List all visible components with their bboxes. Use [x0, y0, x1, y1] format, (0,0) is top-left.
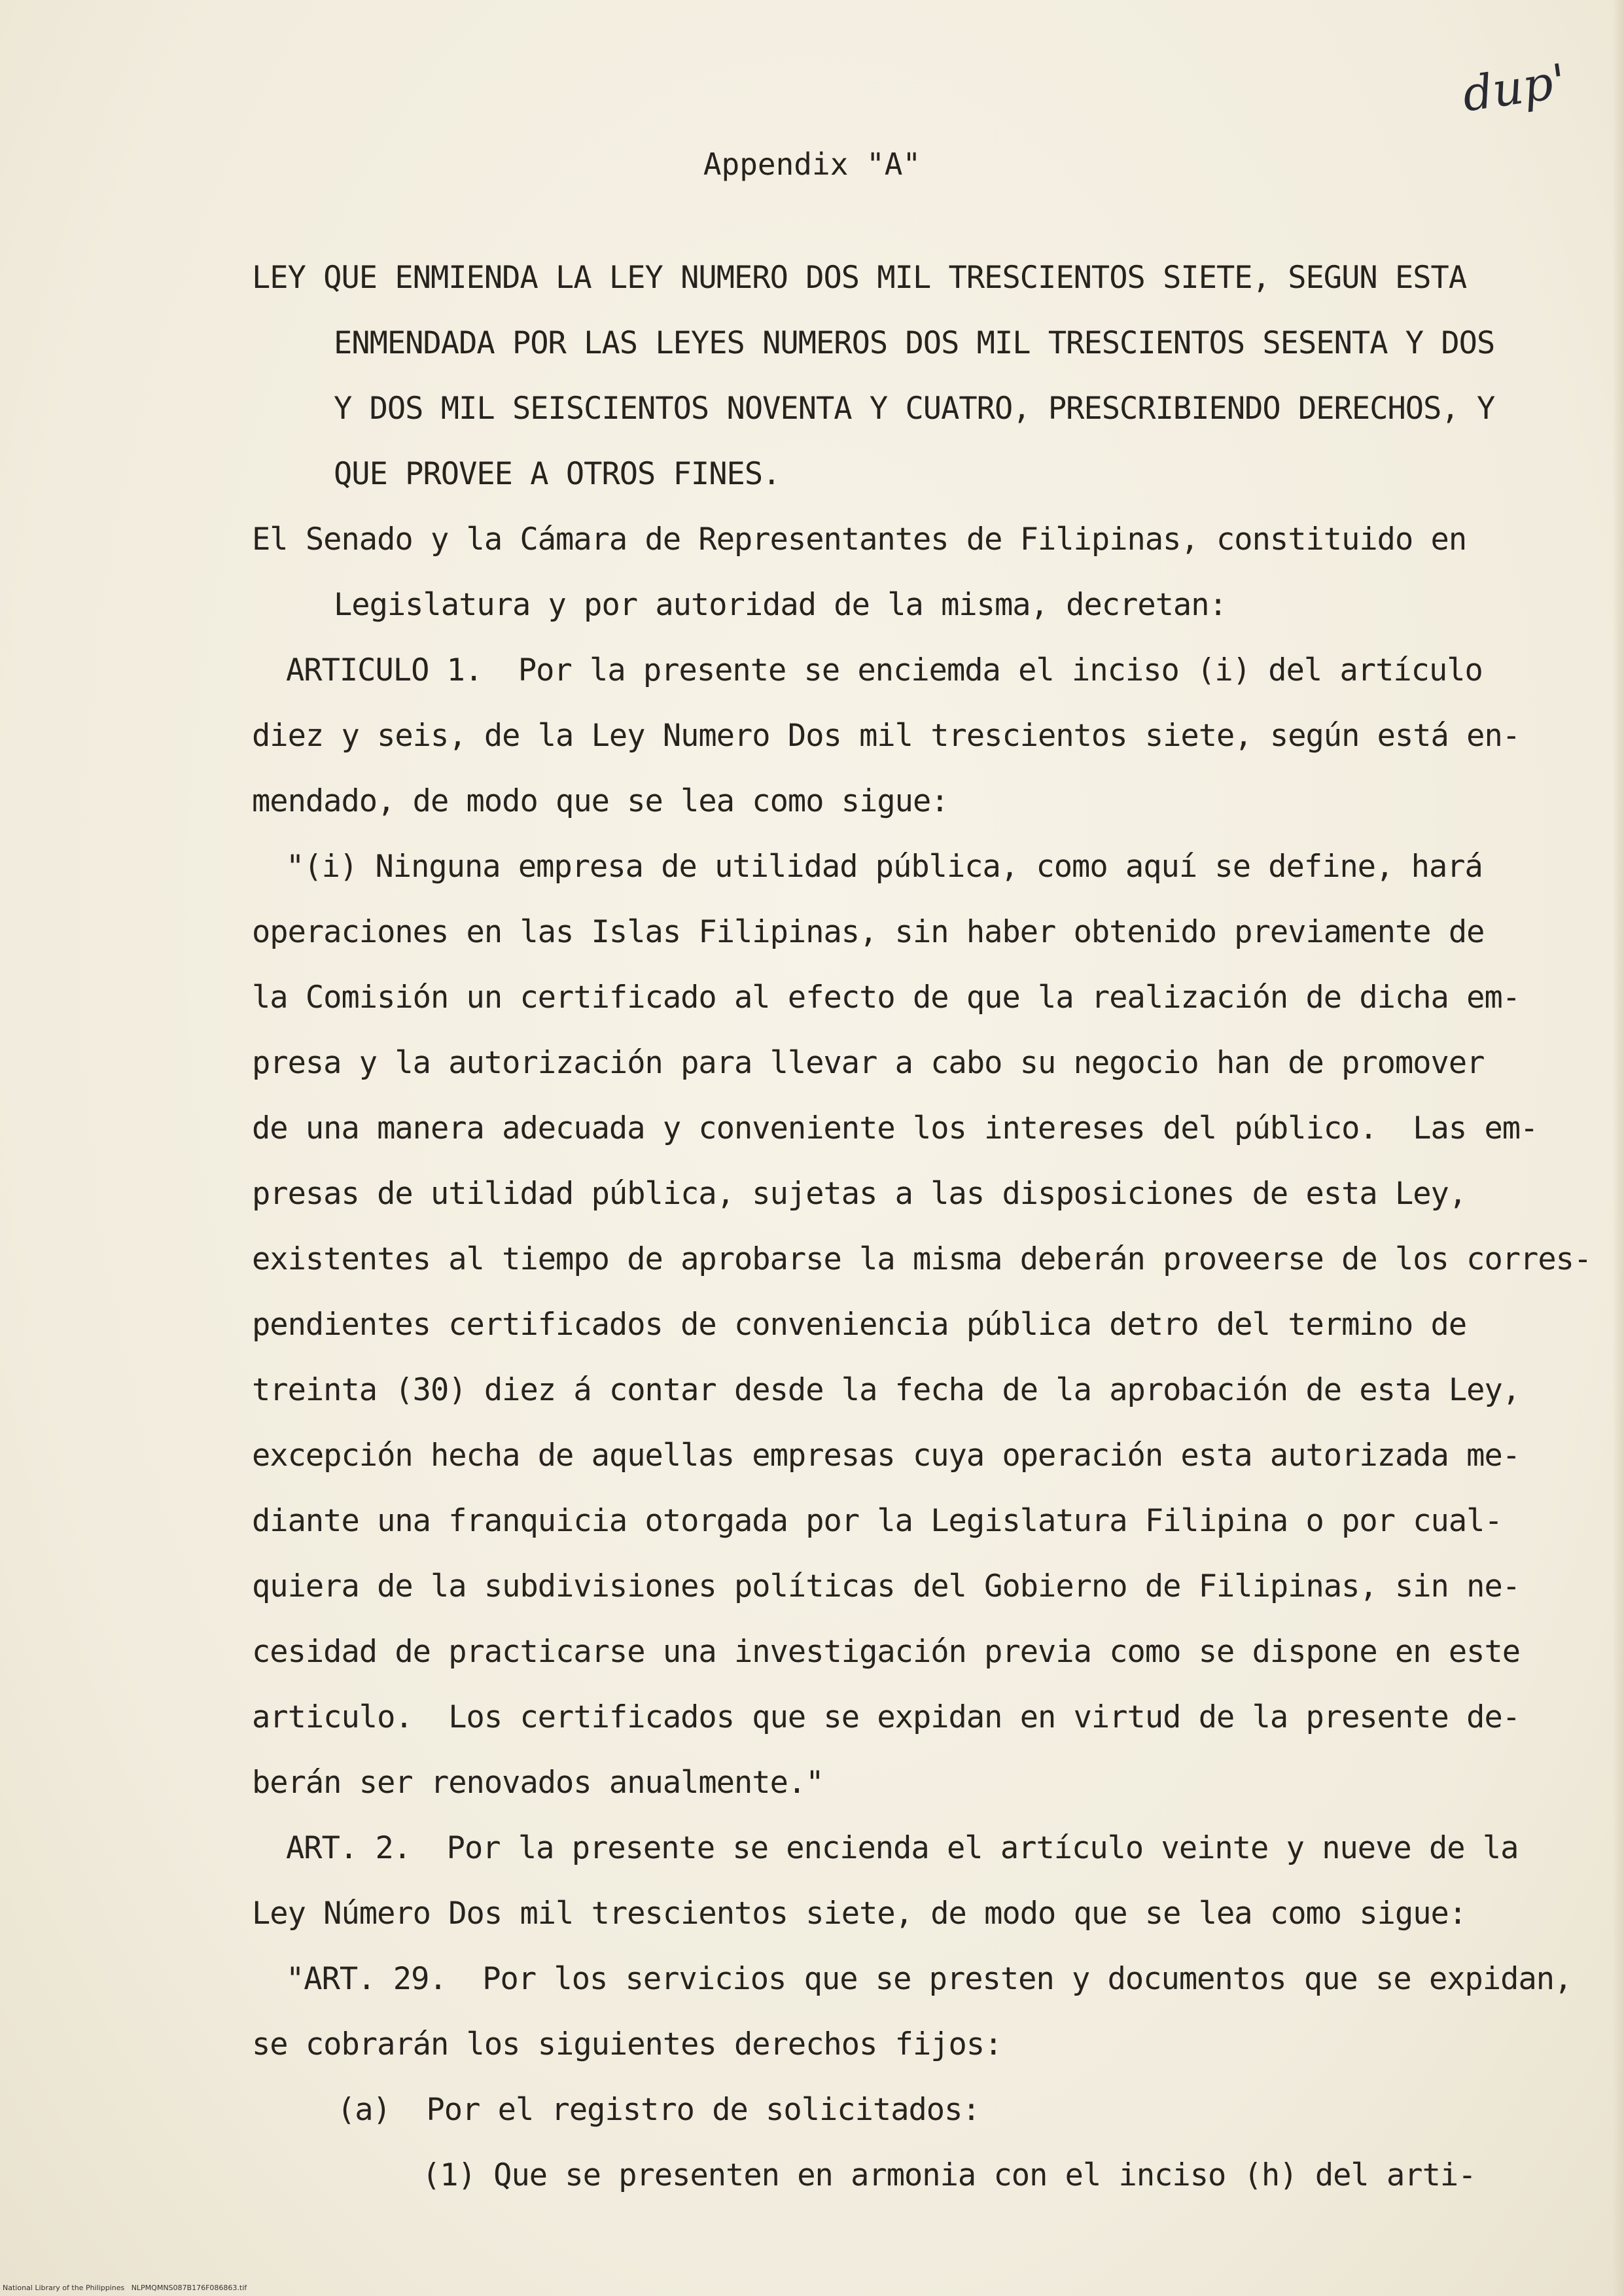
item-a-line: (a) Por el registro de solicitados:: [337, 2092, 980, 2128]
enacting-line-2: Legislatura y por autoridad de la misma, decretan:: [334, 587, 1227, 623]
body-line: articulo. Los certificados que se expidan en virtud de la presente de-: [252, 1699, 1521, 1735]
page-edge-shadow: [1612, 0, 1624, 2296]
enacting-line-1: El Senado y la Cámara de Representantes de Filipinas, constituido en: [252, 521, 1467, 557]
body-line: berán ser renovados anualmente.": [252, 1765, 824, 1801]
article-1-line: ARTICULO 1. Por la presente se enciemda el inciso (i) del artículo: [286, 652, 1483, 688]
body-line: mendado, de modo que se lea como sigue:: [252, 783, 949, 819]
body-line: se cobrarán los siguientes derechos fijos:: [252, 2026, 1002, 2062]
article-2-line: ART. 2. Por la presente se encienda el artículo veinte y nueve de la: [286, 1830, 1519, 1866]
body-line: excepción hecha de aquellas empresas cuya operación esta autorizada me-: [252, 1438, 1521, 1474]
body-line: treinta (30) diez á contar desde la fecha de la aprobación de esta Ley,: [252, 1372, 1521, 1408]
quoted-article-29-line: "ART. 29. Por los servicios que se presten y documentos que se expidan,: [286, 1961, 1572, 1997]
body-line: diez y seis, de la Ley Numero Dos mil trescientos siete, según está en-: [252, 718, 1521, 754]
body-line: Ley Número Dos mil trescientos siete, de modo que se lea como sigue:: [252, 1896, 1467, 1932]
quoted-clause-line: "(i) Ninguna empresa de utilidad pública, como aquí se define, hará: [286, 849, 1483, 885]
document-title: Appendix "A": [703, 147, 921, 182]
body-line: presas de utilidad pública, sujetas a las disposiciones de esta Ley,: [252, 1176, 1467, 1212]
body-line: cesidad de practicarse una investigación previa como se dispone en este: [252, 1634, 1521, 1670]
heading-line-2: ENMENDADA POR LAS LEYES NUMEROS DOS MIL TRESCIENTOS SESENTA Y DOS: [334, 325, 1495, 361]
body-line: quiera de la subdivisiones políticas del Gobierno de Filipinas, sin ne-: [252, 1568, 1521, 1604]
body-line: existentes al tiempo de aprobarse la misma deberán proveerse de los corres-: [252, 1241, 1592, 1277]
body-line: operaciones en las Islas Filipinas, sin haber obtenido previamente de: [252, 914, 1485, 950]
body-line: presa y la autorización para llevar a cabo su negocio han de promover: [252, 1045, 1485, 1081]
handwritten-annotation: dup': [1458, 53, 1570, 122]
archive-footer: National Library of the Philippines NLPMQMNS087B176F086863.tif: [3, 2284, 247, 2292]
body-line: la Comisión un certificado al efecto de que la realización de dicha em-: [252, 980, 1521, 1016]
body-line: diante una franquicia otorgada por la Legislatura Filipina o por cual-: [252, 1503, 1502, 1539]
body-line: pendientes certificados de conveniencia pública detro del termino de: [252, 1307, 1467, 1343]
heading-line-3: Y DOS MIL SEISCIENTOS NOVENTA Y CUATRO, PRESCRIBIENDO DERECHOS, Y: [334, 391, 1495, 427]
item-1-line: (1) Que se presenten en armonia con el inciso (h) del arti-: [422, 2157, 1476, 2193]
heading-line-4: QUE PROVEE A OTROS FINES.: [334, 456, 781, 492]
body-line: de una manera adecuada y conveniente los intereses del público. Las em-: [252, 1110, 1538, 1146]
heading-line-1: LEY QUE ENMIENDA LA LEY NUMERO DOS MIL TRESCIENTOS SIETE, SEGUN ESTA: [252, 260, 1467, 296]
